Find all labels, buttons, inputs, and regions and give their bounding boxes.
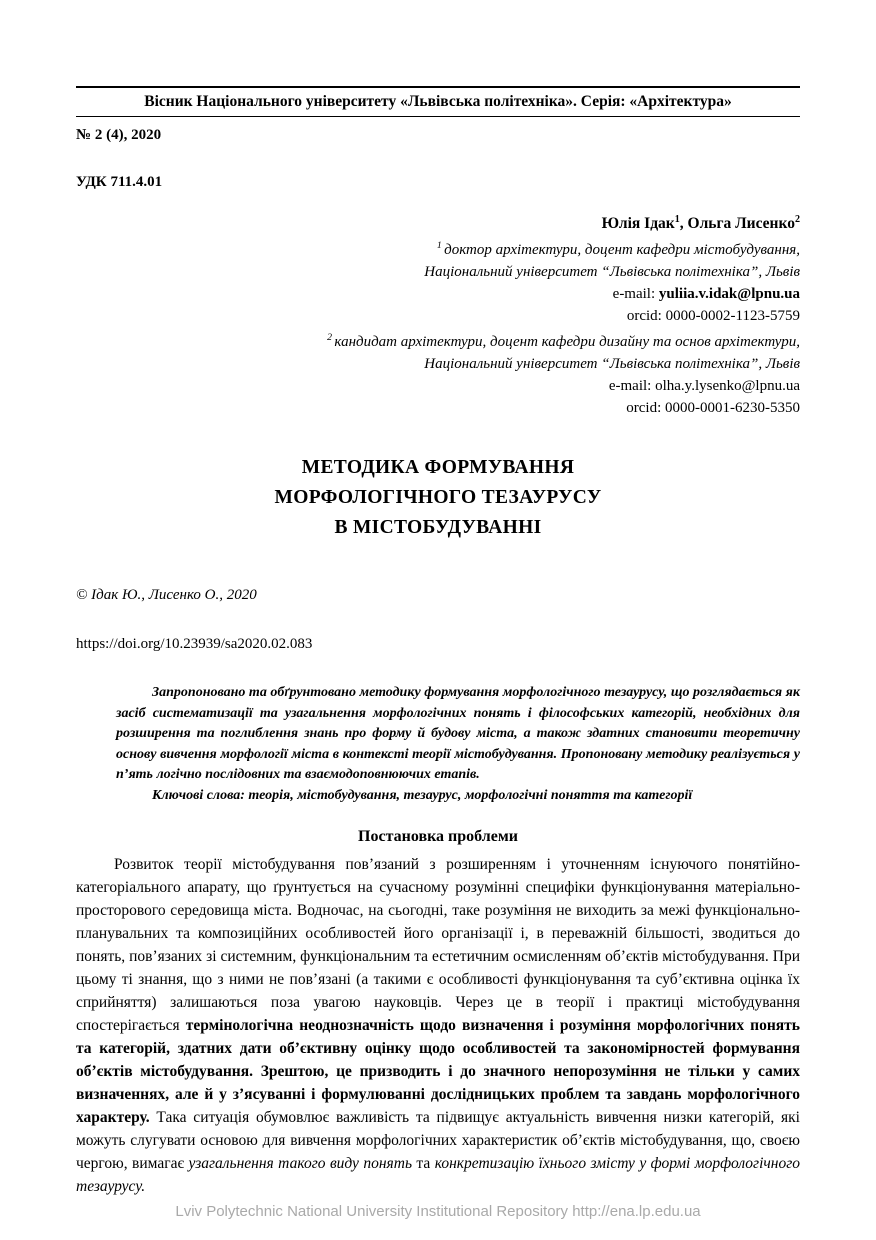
paper-title [76,453,800,543]
author2-affiliation: $^2$ кандидат архітектури, доцент кафедри дизайну та основ архітектури, [327,332,800,351]
author1-affiliation: $^1$ доктор архітектури, доцент кафедри містобудування, [436,240,800,259]
paper-title-line1: МЕТОДИКА ФОРМУВАННЯ [301,457,575,479]
author2-email[interactable]: e-mail: olha.y.lysenko@lpnu.ua [608,378,800,395]
paper-title-line3: В МІСТОБУДУВАННІ [334,517,542,539]
author1-affiliation-line2: Національний університет “Львівська політехніка”, Львів [424,264,800,281]
body-paragraph: Розвиток теорії містобудування пов’язаний з розширенням і уточненням існуючого понятійно-категоріального апарату, що ґрунтується на сучасному розумінні специфіки функціонування матеріально-просторового середовища міста. Водночас, на сьогодні, таке розуміння не виходить за межі функціонально-планувальних та композиційних особливостей його організації і, в переважній більшості, зводиться до понять, пов’язаних зі системним, функціональним та естетичним осмисленням об’єктів містобудування. При цьому ті знання, що з ними не пов’язані (а такими є особливості функціонування та суб’єктивна оцінка їх сприйняття) залишаються поза увагою науковців. Через це в теорії і практиці містобудування спостерігається термінологічна неоднозначність щодо визначення і розуміння морфологічних понять та категорій, здатних дати об’єктивну оцінку щодо особливостей та закономірностей формування об’єктів містобудування. Зрештою, це призводить і до значного непорозуміння не тільки у самих визначеннях, але й у з’ясуванні і формулюванні дослідницьких проблем та завдань морфологічного характеру. Така ситуація обумовлює важливість та підвищує актуальність вивчення низки категорій, які можуть слугувати основою для вивчення морфологічних характеристик об’єктів містобудування, що, своєю чергою, вимагає узагальнення такого виду понять та конкретизацію їхнього змісту у формі морфологічного тезаурусу. [76,856,801,1196]
authors-block [76,209,800,419]
author1-orcid: orcid: 0000-0002-1123-5759 [626,308,800,325]
author-names: Юлія Ідак$^1$, Ольга Лисенко$^2$ [601,214,800,233]
section-heading: Постановка проблеми [358,828,518,846]
repository-footer: Lviv Polytechnic National University Institutional Repository http://ena.lp.edu.ua [175,1203,701,1220]
issue-number: № 2 (4), 2020 [76,127,162,143]
keywords-line: Ключові слова: теорія, містобудування, тезаурус, морфологічні поняття та категорії [152,787,693,803]
udc-code: УДК 711.4.01 [76,174,163,190]
paper-title-line2: МОРФОЛОГІЧНОГО ТЕЗАУРУСУ [274,487,602,509]
author2-affiliation-line2: Національний університет “Львівська політехніка”, Львів [424,356,800,373]
copyright-line: © Ідак Ю., Лисенко О., 2020 [76,587,257,604]
author1-email[interactable]: e-mail: yuliia.v.idak@lpnu.ua [612,286,800,303]
journal-header: Вісник Національного університету «Львівська політехніка». Серія: «Архітектура» [76,86,800,117]
abstract-text: Запропоновано та обґрунтовано методику формування морфологічного тезаурусу, що розглядається як засіб систематизації та узагальнення морфологічних понять і філософських категорій, необхідних для розширення та поглиблення знань про форму й будову міста, а також здатних становити теоретичну основу вивчення морфології міста в контексті теорії містобудування. Пропоновану методику реалізується у п’ять логічно послідовних та взаємодоповнюючих етапів. [116,685,800,783]
author2-orcid: orcid: 0000-0001-6230-5350 [626,400,800,417]
abstract-block [116,683,800,806]
doi-link[interactable]: https://doi.org/10.23939/sa2020.02.083 [76,636,313,653]
